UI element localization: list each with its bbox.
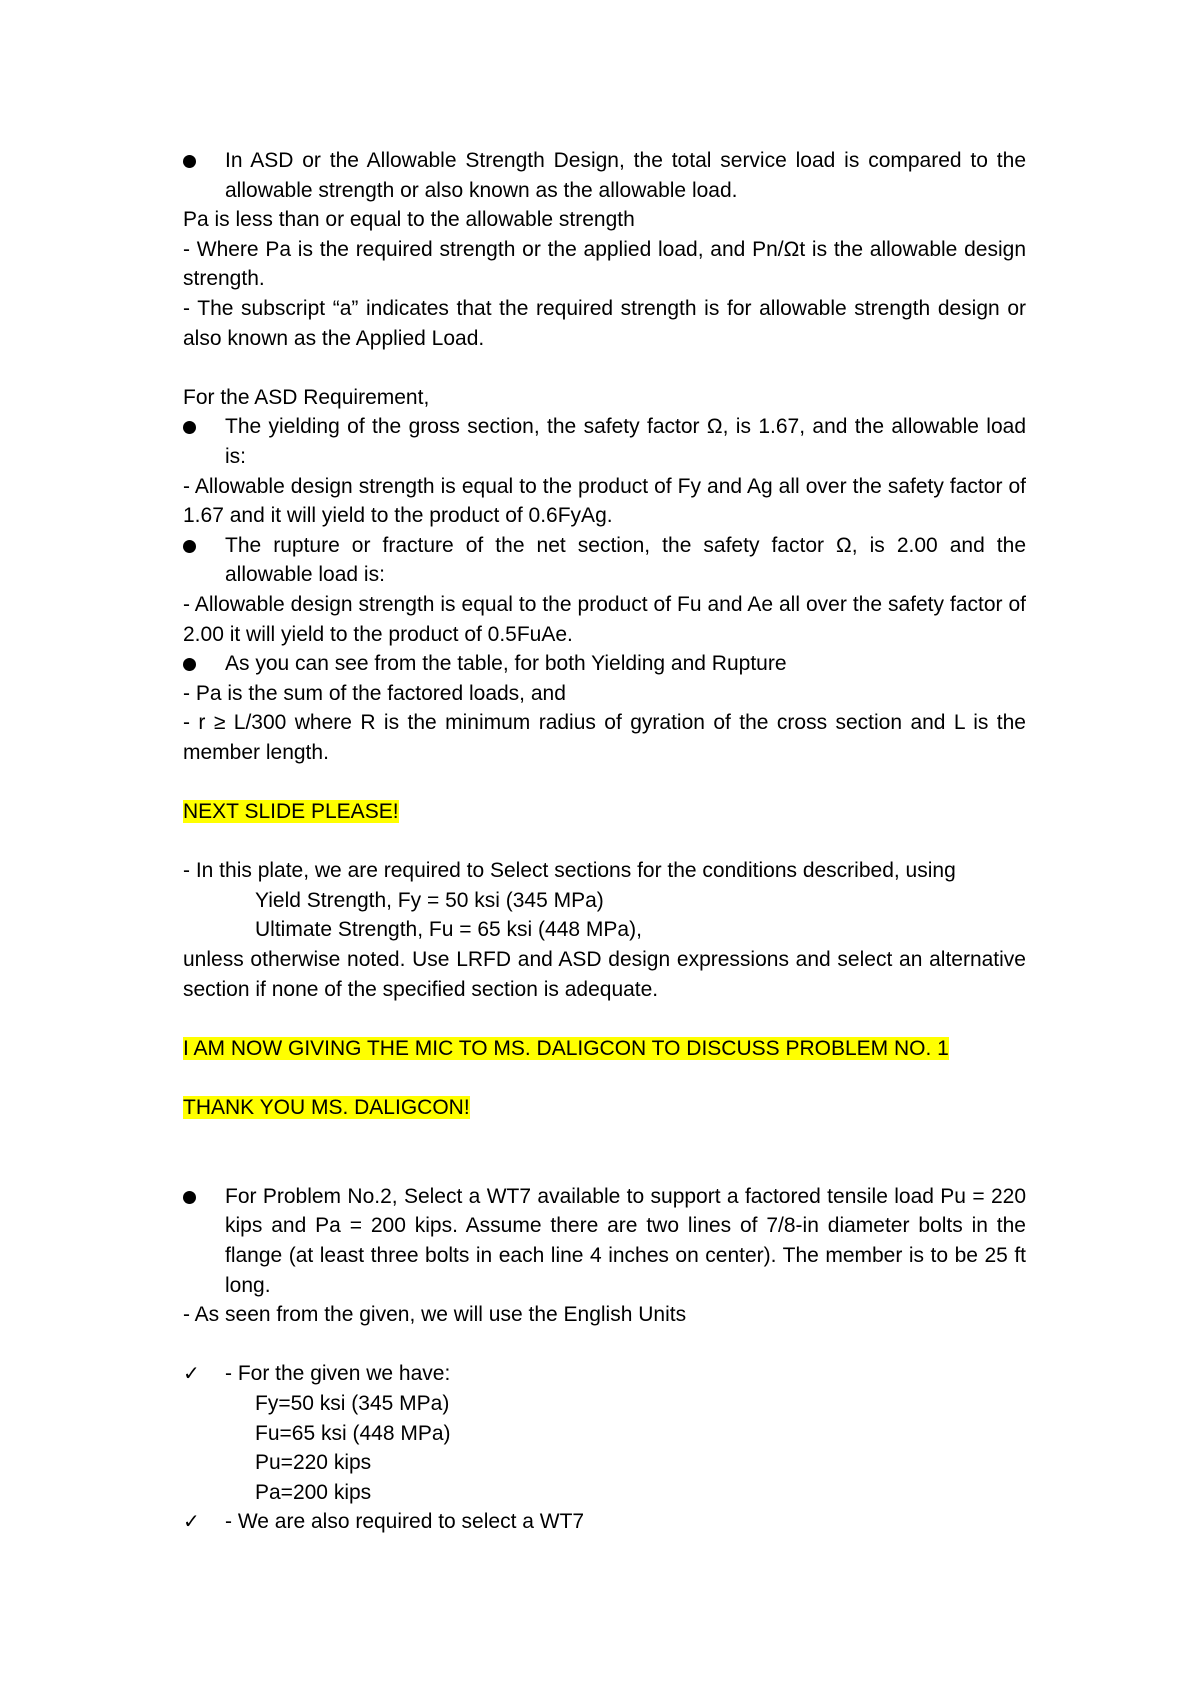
bullet-icon bbox=[183, 658, 196, 671]
checkmark-icon: ✓ bbox=[183, 1509, 200, 1534]
given-check-item: ✓ - For the given we have: bbox=[183, 1359, 1026, 1389]
rupture-description: - Allowable design strength is equal to the product of Fu and Ae all over the safety factor of 2.00 it will yield to the product of 0.5FuAe. bbox=[183, 592, 1026, 646]
problem-2-bullet: For Problem No.2, Select a WT7 available to support a factored tensile load Pu = 220 kips and Pa = 200 kips. Assume there are two lines of 7/8-in diameter bolts in the flange (at least three bolts in each line 4 inches on center). The member is to be 25 ft long. bbox=[183, 1182, 1026, 1300]
bullet-icon bbox=[183, 155, 196, 168]
asd-bullet: In ASD or the Allowable Strength Design, the total service load is compared to the allowable strength or also known as the allowable load. bbox=[183, 146, 1026, 205]
yield-description: - Allowable design strength is equal to the product of Fy and Ag all over the safety factor of 1.67 and it will yield to the product of 0.6FyAg. bbox=[183, 474, 1026, 528]
spacer bbox=[183, 1004, 1026, 1034]
select-check-item: ✓ - We are also required to select a WT7 bbox=[183, 1507, 1026, 1537]
asd-requirement-heading: For the ASD Requirement, bbox=[183, 385, 430, 409]
spacer bbox=[183, 767, 1026, 797]
given-value: Fy=50 ksi (345 MPa) bbox=[255, 1391, 450, 1415]
plate-intro: - In this plate, we are required to Select sections for the conditions described, using bbox=[183, 859, 956, 883]
spacer bbox=[183, 1152, 1026, 1182]
yield-strength-line: Yield Strength, Fy = 50 ksi (345 MPa) bbox=[255, 888, 604, 912]
given-value: Pa=200 kips bbox=[255, 1480, 372, 1504]
bullet-icon bbox=[183, 421, 196, 434]
spacer bbox=[183, 353, 1026, 383]
unless-noted-line: unless otherwise noted. Use LRFD and ASD design expressions and select an alternative section if none of the specified section is adequate. bbox=[183, 948, 1026, 1001]
spacer bbox=[183, 1123, 1026, 1153]
where-line: - Where Pa is the required strength or the applied load, and Pn/Ωt is the allowable design strength. bbox=[183, 237, 1026, 291]
spacer bbox=[183, 1063, 1026, 1093]
english-units-line: - As seen from the given, we will use the English Units bbox=[183, 1303, 687, 1327]
subscript-line: - The subscript “a” indicates that the required strength is for allowable strength design or also known as the Applied Load. bbox=[183, 296, 1026, 350]
given-value: Fu=65 ksi (448 MPa) bbox=[255, 1421, 451, 1445]
rupture-bullet: The rupture or fracture of the net section, the safety factor Ω, is 2.00 and the allowable load is: bbox=[183, 531, 1026, 590]
ultimate-strength-line: Ultimate Strength, Fu = 65 ksi (448 MPa), bbox=[255, 918, 642, 942]
spacer bbox=[183, 827, 1026, 857]
spacer bbox=[183, 1330, 1026, 1360]
mic-handover-note: I AM NOW GIVING THE MIC TO MS. DALIGCON TO DISCUSS PROBLEM NO. 1 bbox=[183, 1036, 949, 1060]
bullet-icon bbox=[183, 540, 196, 553]
bullet-icon bbox=[183, 1191, 196, 1204]
pa-line: Pa is less than or equal to the allowable strength bbox=[183, 208, 635, 232]
thank-you-note: THANK YOU MS. DALIGCON! bbox=[183, 1096, 470, 1119]
radius-line: - r ≥ L/300 where R is the minimum radius of gyration of the cross section and L is the member length. bbox=[183, 711, 1026, 764]
next-slide-note: NEXT SLIDE PLEASE! bbox=[183, 800, 399, 824]
yield-bullet: The yielding of the gross section, the safety factor Ω, is 1.67, and the allowable load is: bbox=[183, 412, 1026, 471]
table-bullet: As you can see from the table, for both Yielding and Rupture bbox=[183, 649, 1026, 679]
checkmark-icon: ✓ bbox=[183, 1361, 200, 1386]
document-body bbox=[183, 146, 1026, 1537]
given-value: Pu=220 kips bbox=[255, 1451, 372, 1475]
pa-sum-line: - Pa is the sum of the factored loads, and bbox=[183, 681, 566, 705]
